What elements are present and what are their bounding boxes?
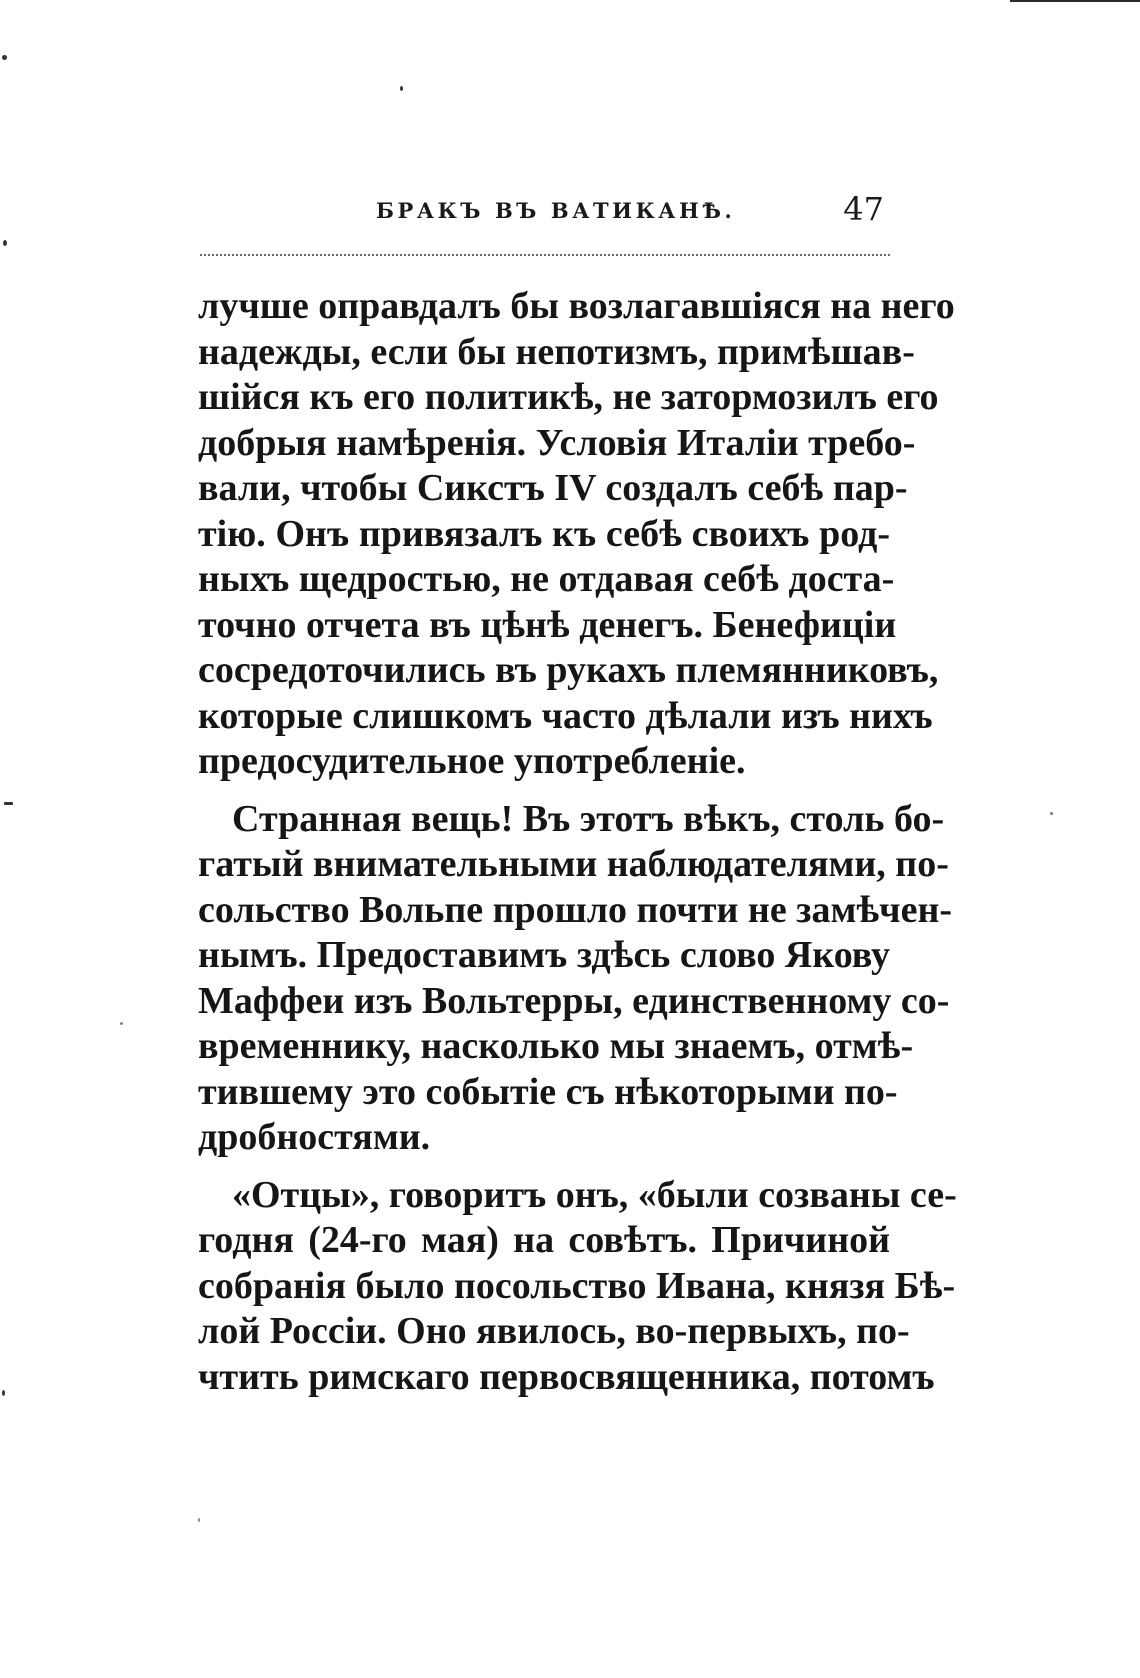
text-line: Странная вещь! Въ этотъ вѣкъ, столь бо- bbox=[232, 797, 945, 840]
scan-speck bbox=[2, 55, 7, 60]
text-line: сольство Вольпе прошло почти не замѣчен- bbox=[198, 888, 952, 931]
text-line: тившему это событіе съ нѣкоторыми по- bbox=[198, 1070, 898, 1113]
text-line: предосудительное употребленіе. bbox=[198, 740, 746, 782]
text-line: тію. Онъ привязалъ къ себѣ своихъ род- bbox=[198, 512, 890, 555]
page-number: 47 bbox=[843, 190, 884, 228]
text-line: чтить римскаго первосвященника, потомъ bbox=[198, 1355, 935, 1398]
text-line: ныхъ щедростью, не отдавая себѣ доста- bbox=[198, 558, 895, 600]
text-line: вали, чтобы Сикстъ IV создалъ себѣ пар- bbox=[198, 467, 908, 509]
scan-edge-rule bbox=[1010, 0, 1140, 2]
text-line: нымъ. Предоставимъ здѣсь слово Якову bbox=[198, 934, 891, 976]
text-line: надежды, если бы непотизмъ, примѣшав- bbox=[198, 330, 915, 373]
header-rule bbox=[200, 254, 890, 256]
text-line: шійся къ его политикѣ, не затормозилъ его bbox=[198, 376, 939, 418]
paragraph-3 bbox=[198, 1173, 957, 1401]
text-line: лой Россіи. Оно явилось, во-первыхъ, по- bbox=[198, 1310, 910, 1352]
text-line: которые слишкомъ часто дѣлали изъ нихъ bbox=[198, 694, 933, 737]
running-head bbox=[200, 190, 888, 240]
running-title: БРАКЪ ВЪ ВАТИКАНѢ. bbox=[376, 198, 736, 223]
scan-speck bbox=[2, 1390, 5, 1396]
scan-speck bbox=[4, 802, 13, 805]
scan-speck bbox=[400, 86, 403, 91]
text-line: дробностями. bbox=[198, 1116, 431, 1158]
text-line: годня (24-го мая) на совѣтъ. Причиной bbox=[198, 1219, 890, 1261]
text-line: добрыя намѣренія. Условія Италіи требо- bbox=[198, 421, 916, 464]
text-line: собранія было посольство Ивана, князя Бѣ- bbox=[198, 1264, 956, 1307]
text-line: точно отчета въ цѣнѣ денегъ. Бенефиціи bbox=[198, 603, 897, 646]
text-line: сосредоточились въ рукахъ племянниковъ, bbox=[198, 649, 939, 691]
paragraph-1 bbox=[198, 284, 955, 785]
text-line: «Отцы», говоритъ онъ, «были созваны се- bbox=[232, 1173, 957, 1216]
text-line: Маффеи изъ Вольтерры, единственному со- bbox=[198, 979, 950, 1022]
scan-speck bbox=[3, 240, 7, 246]
scan-speck bbox=[198, 1518, 200, 1522]
text-line: временнику, насколько мы знаемъ, отмѣ- bbox=[198, 1025, 914, 1067]
body-text bbox=[198, 284, 957, 1400]
text-line: гатый внимательными наблюдателями, по- bbox=[198, 843, 949, 885]
scan-speck bbox=[1050, 812, 1053, 815]
paragraph-2 bbox=[198, 797, 952, 1161]
scan-speck bbox=[120, 1022, 123, 1025]
text-line: лучше оправдалъ бы возлагавшіяся на него bbox=[198, 285, 955, 327]
